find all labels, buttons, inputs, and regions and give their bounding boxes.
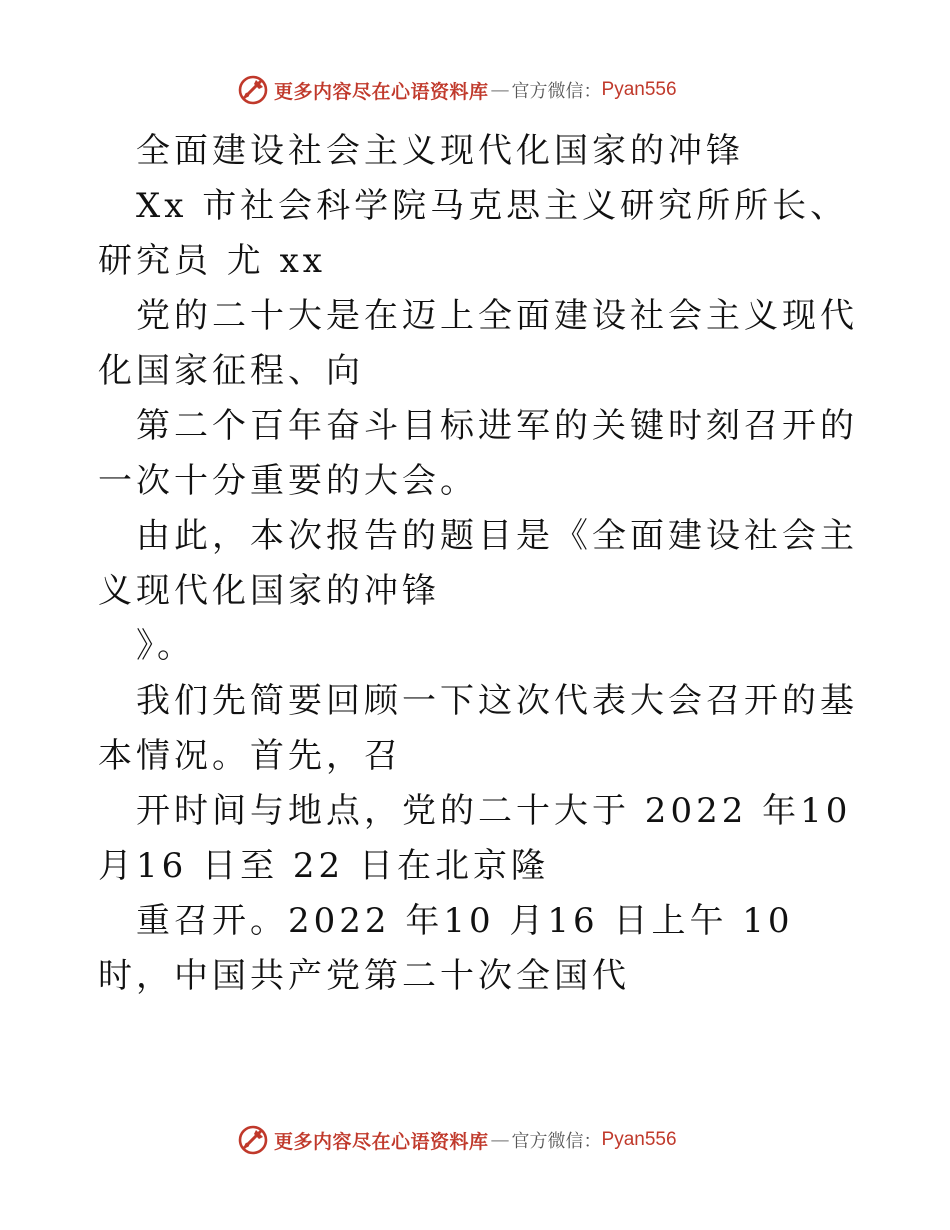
body-paragraph: 重召开。2022 年10 月16 日上午 10 时，中国共产党第二十次全国代 [98, 901, 794, 996]
watermark-wechat-label: 官方微信： [511, 1131, 602, 1152]
watermark-wechat-id: Pyan556 [601, 79, 677, 100]
watermark-dash: — [490, 1129, 510, 1151]
body-paragraph: 开时间与地点，党的二十大于 2022 年10 月16 日至 22 日在北京隆 [98, 791, 852, 886]
author-line: Xx 市社会科学院马克思主义研究所所长、研究员 尤 xx [98, 186, 849, 281]
document-title: 全面建设社会主义现代化国家的冲锋 [136, 131, 744, 171]
watermark-main-text: 更多内容尽在心语资料库 [274, 1130, 489, 1153]
body-paragraph: 党的二十大是在迈上全面建设社会主义现代化国家征程、向 [98, 296, 858, 391]
watermark-dash: — [490, 79, 510, 101]
watermark-main-text: 更多内容尽在心语资料库 [274, 80, 489, 103]
watermark-footer [236, 1123, 677, 1157]
body-paragraph: 》。 [136, 626, 195, 666]
brush-logo-icon [236, 1123, 270, 1157]
document-body [98, 124, 858, 1004]
watermark-wechat-label: 官方微信： [511, 81, 602, 102]
body-paragraph: 由此，本次报告的题目是《全面建设社会主义现代化国家的冲锋 [98, 516, 858, 611]
body-paragraph: 我们先简要回顾一下这次代表大会召开的基本情况。首先，召 [98, 681, 858, 776]
body-paragraph: 第二个百年奋斗目标进军的关键时刻召开的一次十分重要的大会。 [98, 406, 858, 501]
watermark-wechat-id: Pyan556 [601, 1129, 677, 1150]
watermark-header [236, 73, 677, 107]
brush-logo-icon [236, 73, 270, 107]
